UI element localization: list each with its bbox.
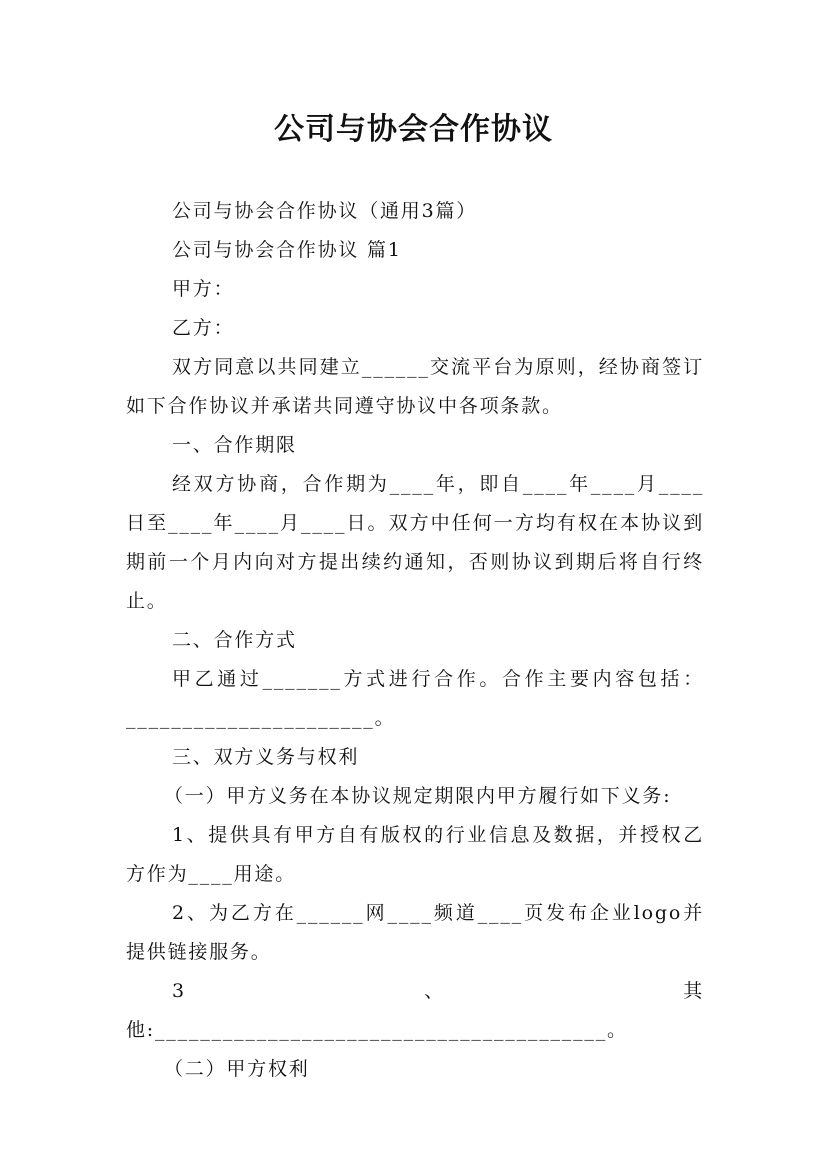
document-body — [126, 192, 704, 1089]
obligation-item-1: 1、提供具有甲方自有版权的行业信息及数据，并授权乙方作为____用途。 — [126, 824, 704, 885]
party-a-line: 甲方： — [172, 278, 235, 300]
preamble-paragraph: 双方同意以共同建立______交流平台为原则，经协商签订如下合作协议并承诺共同遵守协议中各项条款。 — [126, 356, 704, 417]
party-b-line: 乙方： — [172, 317, 235, 339]
term-paragraph: 经双方协商，合作期为____年，即自____年____月____日至____年____月____日。双方中任何一方均有权在本协议到期前一个月内向对方提出续约通知，否则协议到期后将自行终止。 — [126, 473, 704, 612]
section-heading-method: 二、合作方式 — [172, 629, 297, 651]
obligation-item-2: 2、为乙方在______网____频道____页发布企业logo并提供链接服务。 — [126, 902, 704, 963]
obligation-item-3: 3、其他:________________________________________。 — [126, 980, 704, 1041]
section-heading-obligations: 三、双方义务与权利 — [172, 746, 360, 768]
method-paragraph: 甲乙通过_______方式进行合作。合作主要内容包括：______________________。 — [126, 668, 704, 729]
article-heading: 公司与协会合作协议 篇1 — [172, 239, 402, 261]
document-title: 公司与协会合作协议 — [274, 112, 553, 147]
subtitle: 公司与协会合作协议（通用3篇） — [172, 200, 478, 222]
subsection-party-a-obligations: （一）甲方义务在本协议规定期限内甲方履行如下义务: — [164, 785, 672, 807]
subsection-party-a-rights: （二）甲方权利 — [164, 1058, 310, 1080]
section-heading-term: 一、合作期限 — [172, 434, 297, 456]
